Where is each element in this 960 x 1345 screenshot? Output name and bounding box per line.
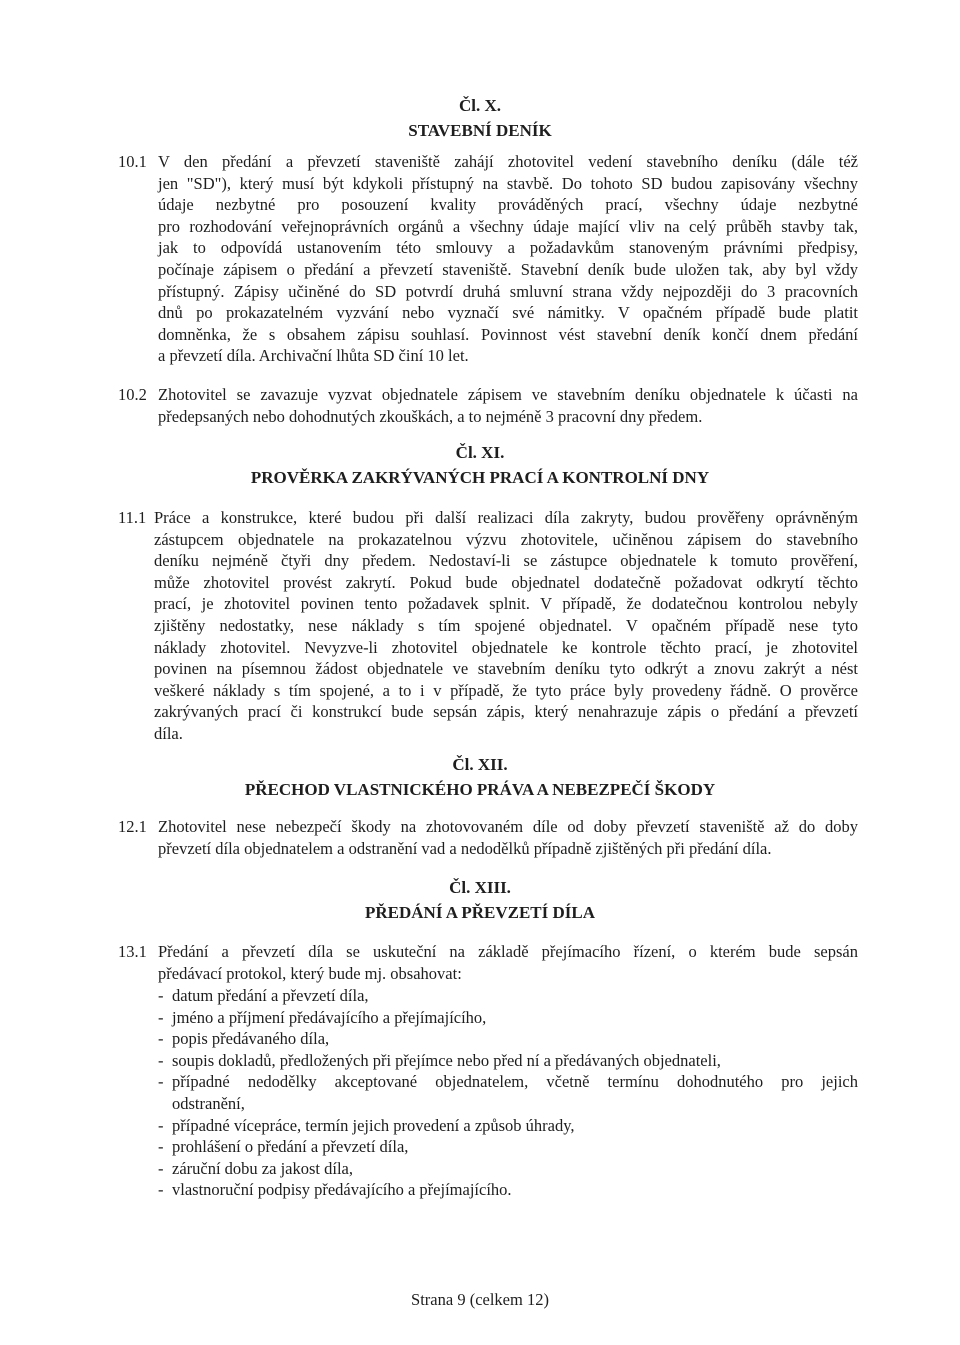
text-line: V den předání a převzetí staveniště zahájí zhotovitel vedení stavebního deníku (dále též — [158, 152, 858, 171]
list-item — [158, 985, 858, 1007]
list-item-text: - prohlášení o předání a převzetí díla, — [172, 1137, 409, 1157]
text-line: přístupný. Zápisy učiněné do SD potvrdí druhá smluvní strana vždy nejpozději do 3 pracovních — [158, 281, 858, 301]
article-heading-x — [0, 93, 960, 143]
paragraph-number: 12.1 — [118, 817, 147, 836]
text-line: Zhotovitel nese nebezpečí škody na zhotovovaném díle od doby převzetí staveniště až do doby — [158, 817, 858, 836]
page-footer: Strana 9 (celkem 12) — [411, 1290, 549, 1309]
text-line: domněnka, že s obsahem zápisu souhlasí. Povinnost vést stavební deník končí dnem předání — [158, 324, 858, 344]
paragraph-number: 10.2 — [118, 385, 147, 404]
text-line: deníku nejméně čtyři dny předem. Nedostaví-li se zástupce objednatele k tomuto prověření, — [154, 551, 858, 571]
article-title: STAVEBNÍ DENÍK — [408, 121, 552, 140]
article-heading-xiii — [0, 875, 960, 925]
paragraph-number: 10.1 — [118, 152, 147, 171]
paragraph-text — [158, 816, 858, 859]
list-item-text: odstranění, — [172, 1093, 245, 1113]
list-item — [158, 1071, 858, 1114]
text-line: Práce a konstrukce, které budou při další realizaci díla zakryty, budou prověřeny oprávněným — [154, 508, 858, 527]
article-number: Čl. XI. — [455, 443, 505, 462]
text-line: předepsaných nebo dohodnutých zkouškách, a to nejméně 3 pracovní dny předem. — [158, 406, 703, 426]
text-line: pro rozhodování veřejnoprávních orgánů a všechny údaje mající vliv na celý průběh stavby tak, — [158, 216, 858, 236]
article-heading-xi — [0, 440, 960, 490]
list-item — [158, 1007, 858, 1029]
list-item-text: - popis předávaného díla, — [172, 1029, 330, 1049]
list-item-text: - vlastnoruční podpisy předávajícího a přejímajícího. — [172, 1180, 512, 1200]
list-item-text: - datum předání a převzetí díla, — [172, 986, 369, 1005]
article-title: PŘECHOD VLASTNICKÉHO PRÁVA A NEBEZPEČÍ ŠKODY — [244, 780, 716, 799]
paragraph-text — [154, 507, 858, 745]
article-number: Čl. X. — [458, 96, 502, 115]
text-line: předávací protokol, který bude mj. obsahovat: — [158, 963, 462, 983]
paragraph-text — [158, 151, 858, 367]
list-item — [158, 1158, 858, 1180]
article-number: Čl. XIII. — [449, 878, 511, 897]
list-item-text: - soupis dokladů, předložených při přejímce nebo před ní a předávaných objednateli, — [172, 1050, 721, 1070]
text-line: Zhotovitel se zavazuje vyzvat objednatele zápisem ve stavebním deníku objednatele k účasti na — [158, 385, 858, 404]
text-line: zjištěny nedostatky, nese náklady s tím spojené objednatel. V opačném případě nese tyto — [154, 615, 858, 635]
paragraph-number: 13.1 — [118, 942, 147, 961]
list-item-text: - jméno a příjmení předávajícího a přejímajícího, — [172, 1007, 487, 1027]
text-line: zakrývaných prací či konstrukcí bude sepsán zápis, který nenahrazuje zápis o předání a převzetí — [154, 702, 858, 722]
text-line: jak to odpovídá ustanovením této smlouvy a požadavkům stanoveným právními předpisy, — [158, 238, 858, 258]
list-item-text: - případné nedodělky akceptované objednatelem, včetně termínu dohodnutého pro jejich — [172, 1072, 858, 1092]
handover-protocol-list — [158, 985, 858, 1201]
list-item — [158, 1050, 858, 1072]
text-line: prací, je zhotovitel povinen tento požadavek splnit. V případě, že dodatečnou kontrolou nebyly — [154, 594, 858, 614]
text-line: jen "SD"), který musí být kdykoli přístupný na stavbě. Do tohoto SD budou zapisovány všechny — [158, 173, 858, 193]
text-line: může zhotovitel provést zakrytí. Pokud bude objednatel dodatečně požadovat odkrytí těchto — [154, 572, 858, 592]
text-line: údaje nezbytné pro posouzení kvality prováděných prací, všechny údaje nezbytné — [158, 195, 858, 215]
list-item — [158, 1115, 858, 1137]
text-line: počínaje zápisem o předání a převzetí staveniště. Stavební deník bude uložen tak, aby byl vždy — [158, 259, 858, 279]
list-item — [158, 1028, 858, 1050]
text-line: Předání a převzetí díla se uskuteční na základě přejímacího řízení, o kterém bude sepsán — [158, 942, 858, 961]
text-line: veškeré náklady s tím spojené, a to i v případě, že tyto práce byly provedeny řádně. O prověrce — [154, 680, 858, 700]
list-item — [158, 1179, 858, 1201]
paragraph-number: 11.1 — [118, 508, 147, 527]
text-line: dnů po prokazatelném vyzvání nebo vyznačí své námitky. V opačném případě bude platit — [158, 303, 858, 323]
list-item-text: - případné vícepráce, termín jejich provedení a způsob úhrady, — [172, 1115, 575, 1135]
article-title: PROVĚRKA ZAKRÝVANÝCH PRACÍ A KONTROLNÍ DNY — [250, 468, 710, 487]
text-line: a převzetí díla. Archivační lhůta SD činí 10 let. — [158, 346, 469, 366]
text-line: povinen na písemnou žádost objednatele ve stavebním deníku tyto odkrýt a znovu zakrýt a nést — [154, 659, 858, 679]
text-line: zástupcem objednatele na prokazatelnou výzvu zhotovitele, učiněnou zápisem do stavebního — [154, 529, 858, 549]
article-title: PŘEDÁNÍ A PŘEVZETÍ DÍLA — [364, 903, 595, 922]
paragraph-text — [158, 941, 858, 984]
text-line: náklady zhotovitel. Nevyzve-li zhotovitel objednatele ke kontrole těchto prací, je zhotovitel — [154, 637, 858, 657]
article-number: Čl. XII. — [452, 755, 508, 774]
text-line: převzetí díla objednatelem a odstranění vad a nedodělků případně zjištěných při předání díla. — [158, 838, 772, 858]
list-item-text: - záruční dobu za jakost díla, — [172, 1158, 353, 1178]
text-line: díla. — [154, 723, 183, 743]
article-heading-xii — [0, 752, 960, 802]
paragraph-text — [158, 384, 858, 427]
list-item — [158, 1136, 858, 1158]
